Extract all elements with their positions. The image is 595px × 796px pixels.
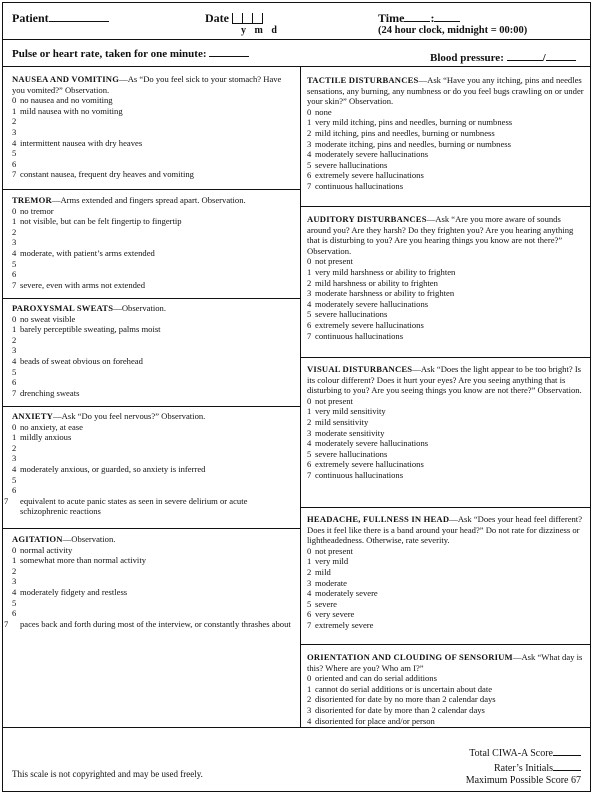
score-number: 6: [12, 608, 17, 619]
score-option[interactable]: [4, 495, 294, 517]
right-section-1: [307, 214, 585, 341]
date-label: Date: [205, 11, 229, 25]
section-heading: [12, 74, 294, 95]
score-option[interactable]: [307, 181, 585, 192]
score-option[interactable]: [12, 576, 294, 587]
score-number: 7: [307, 469, 312, 480]
score-number: 4: [307, 588, 312, 599]
section-title: ANXIETY: [12, 411, 54, 421]
section-title: TACTILE DISTURBANCES: [307, 75, 419, 85]
score-description: moderate, with patient’s arms extended: [20, 247, 155, 258]
score-description: no nausea and no vomiting: [20, 95, 113, 106]
score-number: 1: [12, 432, 17, 443]
score-description: constant nausea, frequent dry heaves and vomiting: [20, 169, 194, 180]
score-description: continuous hallucinations: [315, 330, 404, 341]
score-option[interactable]: [12, 555, 294, 566]
rater-initials-label: Rater’s Initials: [494, 763, 553, 774]
score-option[interactable]: [307, 609, 585, 620]
score-description: mild sensitivity: [315, 416, 369, 427]
score-option[interactable]: [12, 475, 294, 486]
right-section-3: [307, 514, 585, 631]
score-option[interactable]: [12, 443, 294, 454]
score-number: 5: [12, 597, 17, 608]
copyright-note: This scale is not copyrighted and may be used freely.: [12, 769, 203, 779]
score-description: none: [315, 106, 332, 117]
score-number: 0: [12, 205, 17, 216]
score-description: oriented and can do serial additions: [315, 673, 437, 684]
section-heading: [307, 75, 585, 107]
footer-divider: [2, 727, 591, 728]
score-description: paces back and forth during most of the interview, or constantly thrashes about: [20, 618, 291, 629]
header-divider: [2, 39, 591, 40]
score-option[interactable]: [12, 566, 294, 577]
score-option[interactable]: [307, 417, 585, 428]
section-prompt: —Ask “Are you more aware of sounds around you? Are they harsh? Do they frighten you? Are you hearing anything that is disturbing to you? Are you hearing things you know are not there?” Observation.: [307, 214, 574, 256]
score-option[interactable]: [12, 464, 294, 475]
score-number: 3: [12, 345, 17, 356]
score-number: 5: [12, 148, 17, 159]
total-score-input[interactable]: [553, 745, 581, 756]
score-description: mildly anxious: [20, 432, 72, 443]
score-description: extremely severe hallucinations: [315, 170, 424, 181]
score-option[interactable]: [12, 259, 294, 270]
bp-field: [430, 50, 576, 64]
section-title: ORIENTATION AND CLOUDING OF SENSORIUM: [307, 652, 513, 662]
score-number: 0: [307, 256, 312, 267]
left-section-4: [4, 534, 294, 629]
time-note: (24 hour clock, midnight = 00:00): [378, 25, 528, 36]
left-section-0: [12, 74, 294, 180]
score-description: continuous hallucinations: [315, 180, 404, 191]
score-option[interactable]: [307, 470, 585, 481]
score-number: 0: [307, 673, 312, 684]
score-number: 5: [12, 366, 17, 377]
score-option[interactable]: [12, 269, 294, 280]
score-description: moderately fidgety and restless: [20, 586, 128, 597]
score-option[interactable]: [307, 438, 585, 449]
score-option[interactable]: [12, 377, 294, 388]
score-number: 4: [307, 438, 312, 449]
max-score-label: Maximum Possible Score 67: [465, 775, 581, 786]
score-description: extremely severe hallucinations: [315, 459, 424, 470]
score-description: extremely severe: [315, 619, 374, 630]
score-number: 0: [12, 313, 17, 324]
score-option[interactable]: [307, 139, 585, 150]
date-year-box[interactable]: [232, 13, 242, 24]
score-option[interactable]: [12, 356, 294, 367]
time-minutes-input[interactable]: [434, 11, 460, 22]
score-description: moderately anxious, or guarded, so anxiety is inferred: [20, 463, 206, 474]
total-score-label: Total CIWA-A Score: [469, 748, 553, 759]
section-prompt: —Observation.: [62, 534, 116, 544]
score-number: 3: [12, 453, 17, 464]
score-description: very severe: [315, 609, 355, 620]
left-section-1: [12, 195, 294, 290]
score-number: 4: [12, 586, 17, 597]
score-option[interactable]: [307, 278, 585, 289]
section-title: HEADACHE, FULLNESS IN HEAD: [307, 514, 450, 524]
section-prompt: —Ask “What day is this? Where are you? Who am I?”: [307, 652, 583, 673]
score-option[interactable]: [307, 449, 585, 460]
score-option[interactable]: [12, 422, 294, 433]
score-option[interactable]: [307, 546, 585, 557]
time-label: Time: [378, 11, 405, 25]
score-option[interactable]: [12, 324, 294, 335]
score-option[interactable]: [307, 716, 585, 727]
section-prompt: —Ask “Have you any itching, pins and needles sensations, any burning, any numbness or do you feel bugs crawling on or under your skin?” Observation.: [307, 75, 584, 107]
score-option[interactable]: [307, 117, 585, 128]
section-title: AGITATION: [12, 534, 63, 544]
score-description: moderately severe hallucinations: [315, 149, 429, 160]
score-description: mild: [315, 566, 331, 577]
score-description: disoriented for date by more than 2 calendar days: [315, 704, 485, 715]
right-divider-2: [300, 357, 591, 358]
score-number: 3: [307, 427, 312, 438]
pulse-input[interactable]: [209, 46, 249, 57]
score-option[interactable]: [307, 694, 585, 705]
score-number: 0: [307, 106, 312, 117]
score-description: very mild harshness or ability to frighten: [315, 266, 456, 277]
score-option[interactable]: [12, 148, 294, 159]
score-description: no sweat visible: [20, 313, 76, 324]
score-description: very mild sensitivity: [315, 406, 386, 417]
score-option[interactable]: [12, 453, 294, 464]
time-colon: :: [430, 11, 435, 25]
pulse-divider: [2, 66, 591, 67]
score-description: no tremor: [20, 205, 54, 216]
score-option[interactable]: [307, 149, 585, 160]
score-description: intermittent nausea with dry heaves: [20, 137, 143, 148]
section-prompt: —Ask “Does the light appear to be too bright? Is its colour different? Does it hurt your eyes? Are you seeing anything that is disturbing to you? Are you seeing things you know are not there?” Observation.: [307, 364, 582, 396]
score-number: 3: [307, 704, 312, 715]
score-description: equivalent to acute panic states as seen in severe delirium or acute schizophrenic reactions: [20, 495, 248, 517]
score-number: 7: [12, 169, 17, 180]
score-option[interactable]: [12, 127, 294, 138]
section-heading: [12, 411, 294, 422]
score-number: 1: [307, 556, 312, 567]
score-description: mild harshness or ability to frighten: [315, 277, 438, 288]
section-heading: [307, 652, 585, 673]
score-description: severe hallucinations: [315, 159, 388, 170]
section-title: PAROXYSMAL SWEATS: [12, 303, 114, 313]
score-description: moderately severe: [315, 588, 378, 599]
section-prompt: —Ask “Does your head feel different? Does it feel like there is a band around your head?” Do not rate for dizziness or lightheadedness. Otherwise, rate severity.: [307, 514, 583, 546]
score-number: 2: [12, 442, 17, 453]
score-option[interactable]: [307, 705, 585, 716]
score-option[interactable]: [12, 95, 294, 106]
left-section-2: [12, 303, 294, 398]
left-divider-1: [2, 189, 300, 190]
score-option[interactable]: [12, 314, 294, 325]
score-option[interactable]: [307, 599, 585, 610]
right-divider-4: [300, 644, 591, 645]
time-field: [378, 11, 460, 26]
score-option[interactable]: [12, 485, 294, 496]
score-number: 6: [307, 170, 312, 181]
pulse-field: [12, 46, 249, 60]
section-prompt: —Observation.: [113, 303, 166, 313]
score-option[interactable]: [12, 432, 294, 443]
section-title: AUDITORY DISTURBANCES: [307, 214, 427, 224]
score-number: 7: [12, 279, 17, 290]
score-option[interactable]: [12, 138, 294, 149]
score-number: 7: [4, 495, 9, 506]
score-description: cannot do serial additions or is uncertain about date: [315, 683, 493, 694]
score-option[interactable]: [307, 267, 585, 278]
score-description: disoriented for date by no more than 2 calendar days: [315, 694, 496, 705]
score-description: moderately severe hallucinations: [315, 298, 429, 309]
score-number: 0: [12, 95, 17, 106]
patient-field: [12, 11, 109, 26]
score-number: 0: [307, 545, 312, 556]
section-heading: [12, 303, 294, 314]
score-option[interactable]: [307, 406, 585, 417]
score-number: 3: [12, 126, 17, 137]
score-option[interactable]: [12, 388, 294, 399]
score-description: somewhat more than normal activity: [20, 555, 147, 566]
score-option[interactable]: [307, 288, 585, 299]
right-divider-3: [300, 507, 591, 508]
score-number: 1: [12, 216, 17, 227]
score-option[interactable]: [12, 237, 294, 248]
right-section-0: [307, 75, 585, 192]
column-divider: [300, 66, 301, 727]
score-option[interactable]: [307, 128, 585, 139]
score-description: not present: [315, 545, 353, 556]
score-description: not present: [315, 256, 353, 267]
score-number: 3: [12, 237, 17, 248]
score-description: normal activity: [20, 544, 73, 555]
score-description: severe, even with arms not extended: [20, 279, 146, 290]
section-heading: [307, 214, 585, 256]
score-number: 6: [12, 158, 17, 169]
score-number: 5: [307, 309, 312, 320]
date-sub-label: y m d: [241, 25, 280, 36]
score-option[interactable]: [12, 227, 294, 238]
score-option[interactable]: [307, 299, 585, 310]
score-number: 1: [307, 406, 312, 417]
score-description: disoriented for place and/or person: [315, 715, 435, 726]
left-divider-2: [2, 298, 300, 299]
time-hours-input[interactable]: [404, 11, 430, 22]
date-day-box[interactable]: [252, 13, 263, 24]
section-heading: [12, 534, 294, 545]
score-number: 5: [307, 448, 312, 459]
patient-input[interactable]: [49, 11, 109, 22]
date-month-box[interactable]: [242, 13, 252, 24]
score-option[interactable]: [307, 459, 585, 470]
score-option[interactable]: [307, 331, 585, 342]
score-option[interactable]: [12, 159, 294, 170]
rater-initials-input[interactable]: [553, 760, 581, 771]
score-number: 2: [307, 277, 312, 288]
score-description: severe hallucinations: [315, 448, 388, 459]
score-option[interactable]: [12, 106, 294, 117]
left-divider-4: [2, 528, 300, 529]
score-number: 7: [12, 387, 17, 398]
score-number: 1: [307, 117, 312, 128]
score-option[interactable]: [12, 169, 294, 180]
score-number: 1: [12, 555, 17, 566]
score-number: 2: [12, 116, 17, 127]
score-option[interactable]: [307, 170, 585, 181]
score-number: 6: [307, 459, 312, 470]
section-title: TREMOR: [12, 195, 52, 205]
score-number: 2: [307, 416, 312, 427]
score-description: severe hallucinations: [315, 309, 388, 320]
score-number: 1: [12, 105, 17, 116]
score-option[interactable]: [307, 684, 585, 695]
score-number: 1: [307, 266, 312, 277]
score-number: 5: [307, 159, 312, 170]
score-number: 6: [307, 319, 312, 330]
total-score-row: [466, 745, 581, 760]
section-prompt: —As “Do you feel sick to your stomach? Have you vomited?” Observation.: [12, 74, 282, 95]
score-number: 2: [12, 565, 17, 576]
score-option[interactable]: [12, 587, 294, 598]
section-heading: [307, 514, 585, 546]
section-heading: [307, 364, 585, 396]
score-number: 6: [12, 269, 17, 280]
score-option[interactable]: [12, 216, 294, 227]
score-description: moderate: [315, 577, 347, 588]
score-option[interactable]: [12, 545, 294, 556]
score-number: 6: [307, 609, 312, 620]
score-number: 7: [307, 330, 312, 341]
score-description: moderately severe hallucinations: [315, 438, 429, 449]
right-section-4: [307, 652, 585, 726]
right-divider-1: [300, 206, 591, 207]
score-number: 4: [12, 137, 17, 148]
score-number: 3: [307, 138, 312, 149]
section-heading: [12, 195, 294, 206]
section-title: VISUAL DISTURBANCES: [307, 364, 413, 374]
score-option[interactable]: [12, 206, 294, 217]
score-number: 4: [12, 355, 17, 366]
score-description: very mild: [315, 556, 349, 567]
score-number: 3: [307, 288, 312, 299]
score-description: not visible, but can be felt fingertip to fingertip: [20, 216, 182, 227]
score-number: 4: [12, 463, 17, 474]
date-field: [205, 11, 263, 26]
score-number: 1: [12, 324, 17, 335]
score-option[interactable]: [12, 598, 294, 609]
score-number: 6: [12, 377, 17, 388]
score-number: 7: [307, 180, 312, 191]
score-description: moderate sensitivity: [315, 427, 385, 438]
score-description: not present: [315, 395, 353, 406]
score-description: mild itching, pins and needles, burning or numbness: [315, 127, 495, 138]
score-description: no anxiety, at ease: [20, 421, 83, 432]
score-option[interactable]: [307, 309, 585, 320]
left-section-3: [4, 411, 294, 517]
score-description: moderate harshness or ability to frighten: [315, 288, 455, 299]
score-number: 4: [307, 149, 312, 160]
score-number: 2: [307, 566, 312, 577]
score-number: 0: [307, 395, 312, 406]
score-number: 2: [12, 226, 17, 237]
score-description: very mild itching, pins and needles, burning or numbness: [315, 117, 513, 128]
score-number: 4: [307, 715, 312, 726]
score-number: 0: [12, 544, 17, 555]
score-option[interactable]: [307, 396, 585, 407]
score-option[interactable]: [12, 608, 294, 619]
score-option[interactable]: [12, 280, 294, 291]
score-description: moderate itching, pins and needles, burning or numbness: [315, 138, 511, 149]
bp-label: Blood pressure:: [430, 52, 504, 64]
score-option[interactable]: [12, 345, 294, 356]
left-divider-3: [2, 406, 300, 407]
score-description: severe: [315, 598, 337, 609]
right-section-2: [307, 364, 585, 481]
bp-slash: /: [542, 52, 546, 64]
score-description: extremely severe hallucinations: [315, 319, 424, 330]
score-number: 2: [307, 694, 312, 705]
score-number: 6: [12, 485, 17, 496]
bp-systolic-input[interactable]: [507, 50, 543, 61]
score-number: 5: [12, 474, 17, 485]
score-block: [466, 745, 581, 787]
section-title: NAUSEA AND VOMITING: [12, 74, 120, 84]
score-option[interactable]: [307, 428, 585, 439]
score-number: 7: [4, 618, 9, 629]
score-description: beads of sweat obvious on forehead: [20, 355, 143, 366]
score-description: mild nausea with no vomiting: [20, 105, 123, 116]
bp-diastolic-input[interactable]: [546, 50, 576, 61]
score-option[interactable]: [307, 578, 585, 589]
score-option[interactable]: [307, 567, 585, 578]
section-prompt: —Ask “Do you feel nervous?” Observation.: [53, 411, 206, 421]
score-option[interactable]: [307, 556, 585, 567]
score-option[interactable]: [307, 673, 585, 684]
score-option[interactable]: [4, 618, 294, 630]
score-option[interactable]: [307, 588, 585, 599]
score-option[interactable]: [12, 116, 294, 127]
score-description: continuous hallucinations: [315, 469, 404, 480]
score-number: 3: [307, 577, 312, 588]
score-number: 3: [12, 576, 17, 587]
score-number: 4: [12, 247, 17, 258]
score-option[interactable]: [12, 248, 294, 259]
score-number: 2: [307, 127, 312, 138]
score-option[interactable]: [307, 160, 585, 171]
score-number: 5: [12, 258, 17, 269]
score-option[interactable]: [12, 367, 294, 378]
section-prompt: —Arms extended and fingers spread apart. Observation.: [51, 195, 246, 205]
rater-row: [466, 760, 581, 775]
score-number: 7: [307, 619, 312, 630]
score-number: 2: [12, 334, 17, 345]
patient-label: Patient: [12, 11, 49, 25]
score-option[interactable]: [12, 335, 294, 346]
pulse-label: Pulse or heart rate, taken for one minute:: [12, 48, 207, 60]
score-description: barely perceptible sweating, palms moist: [20, 324, 161, 335]
score-option[interactable]: [307, 256, 585, 267]
score-number: 4: [307, 298, 312, 309]
score-option[interactable]: [307, 620, 585, 631]
score-description: drenching sweats: [20, 387, 80, 398]
score-option[interactable]: [307, 320, 585, 331]
score-option[interactable]: [307, 107, 585, 118]
score-number: 5: [307, 598, 312, 609]
score-number: 0: [12, 421, 17, 432]
score-number: 1: [307, 683, 312, 694]
